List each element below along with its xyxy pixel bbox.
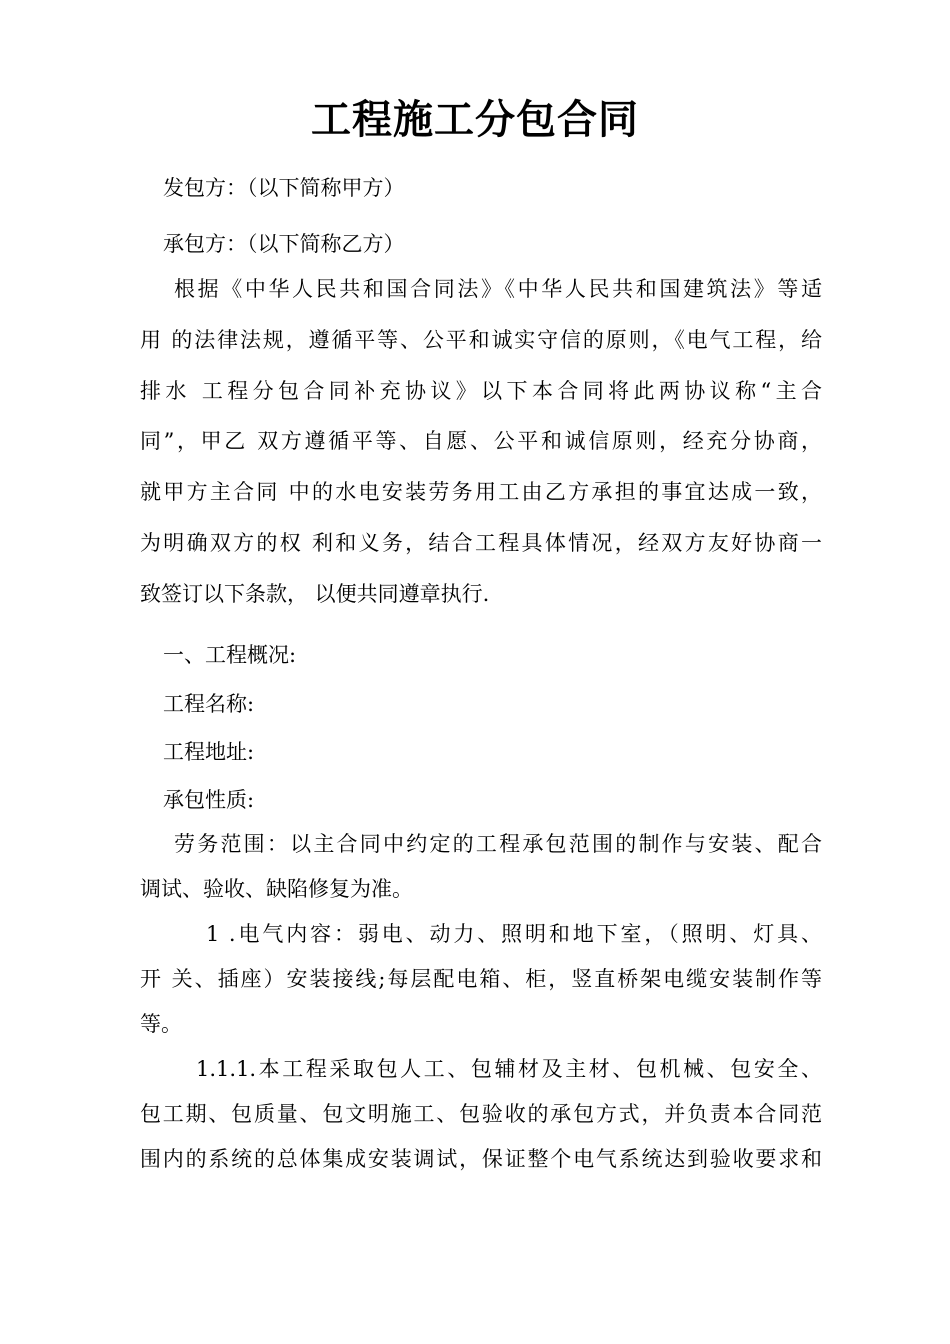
preamble-line: 就甲方主合同 中的水电安装劳务用工由乙方承担的事宜达成一致， <box>140 480 822 505</box>
document-title: 工程施工分包合同 <box>311 96 639 143</box>
party-a-line: 发包方：（以下简称甲方） <box>163 176 405 200</box>
clause-line: 围内的系统的总体集成安装调试，保证整个电气系统达到验收要求和 <box>140 1147 822 1171</box>
clause-line: 包工期、包质量、包文明施工、包验收的承包方式，并负责本合同范 <box>140 1102 822 1126</box>
project-address-label: 工程地址: <box>163 740 255 764</box>
contract-nature-label: 承包性质: <box>163 788 255 812</box>
scope-line: 劳务范围：以主合同中约定的工程承包范围的制作与安装、配合 <box>174 832 822 856</box>
clause-line: 1.1.1.本工程采取包人工、包辅材及主材、包机械、包安全、 <box>196 1057 822 1081</box>
preamble-line: 根据《中华人民共和国合同法》《中华人民共和国建筑法》等适 <box>174 277 822 301</box>
preamble-line: 为明确双方的权 利和义务，结合工程具体情况，经双方友好协商一 <box>140 530 822 555</box>
preamble-line: 致签订以下条款， 以便共同遵章执行. <box>140 581 490 606</box>
preamble-line: 排水 工程分包合同补充协议》以下本合同将此两协议称“主合 <box>140 378 822 403</box>
project-name-label: 工程名称: <box>163 692 255 716</box>
electrical-paragraph <box>140 919 822 1054</box>
electrical-line: 等。 <box>140 1012 182 1036</box>
clause-paragraph <box>140 1054 822 1189</box>
preamble-line: 用 的法律法规，遵循平等、公平和诚实守信的原则，《电气工程，给 <box>140 327 822 352</box>
scope-line: 调试、验收、缺陷修复为准。 <box>140 877 413 901</box>
electrical-line: 1 .电气内容：弱电、动力、照明和地下室，（照明、灯具、 <box>206 922 822 946</box>
preamble-line: 同”，甲乙 双方遵循平等、自愿、公平和诚信原则，经充分协商， <box>140 429 822 454</box>
scope-paragraph <box>140 829 822 919</box>
party-b-line: 承包方：（以下简称乙方） <box>163 232 405 256</box>
preamble-paragraph <box>140 274 822 630</box>
electrical-line: 开 关、插座）安装接线;每层配电箱、柜，竖直桥架电缆安装制作等 <box>140 967 822 991</box>
section-heading: 一、工程概况: <box>163 643 297 667</box>
